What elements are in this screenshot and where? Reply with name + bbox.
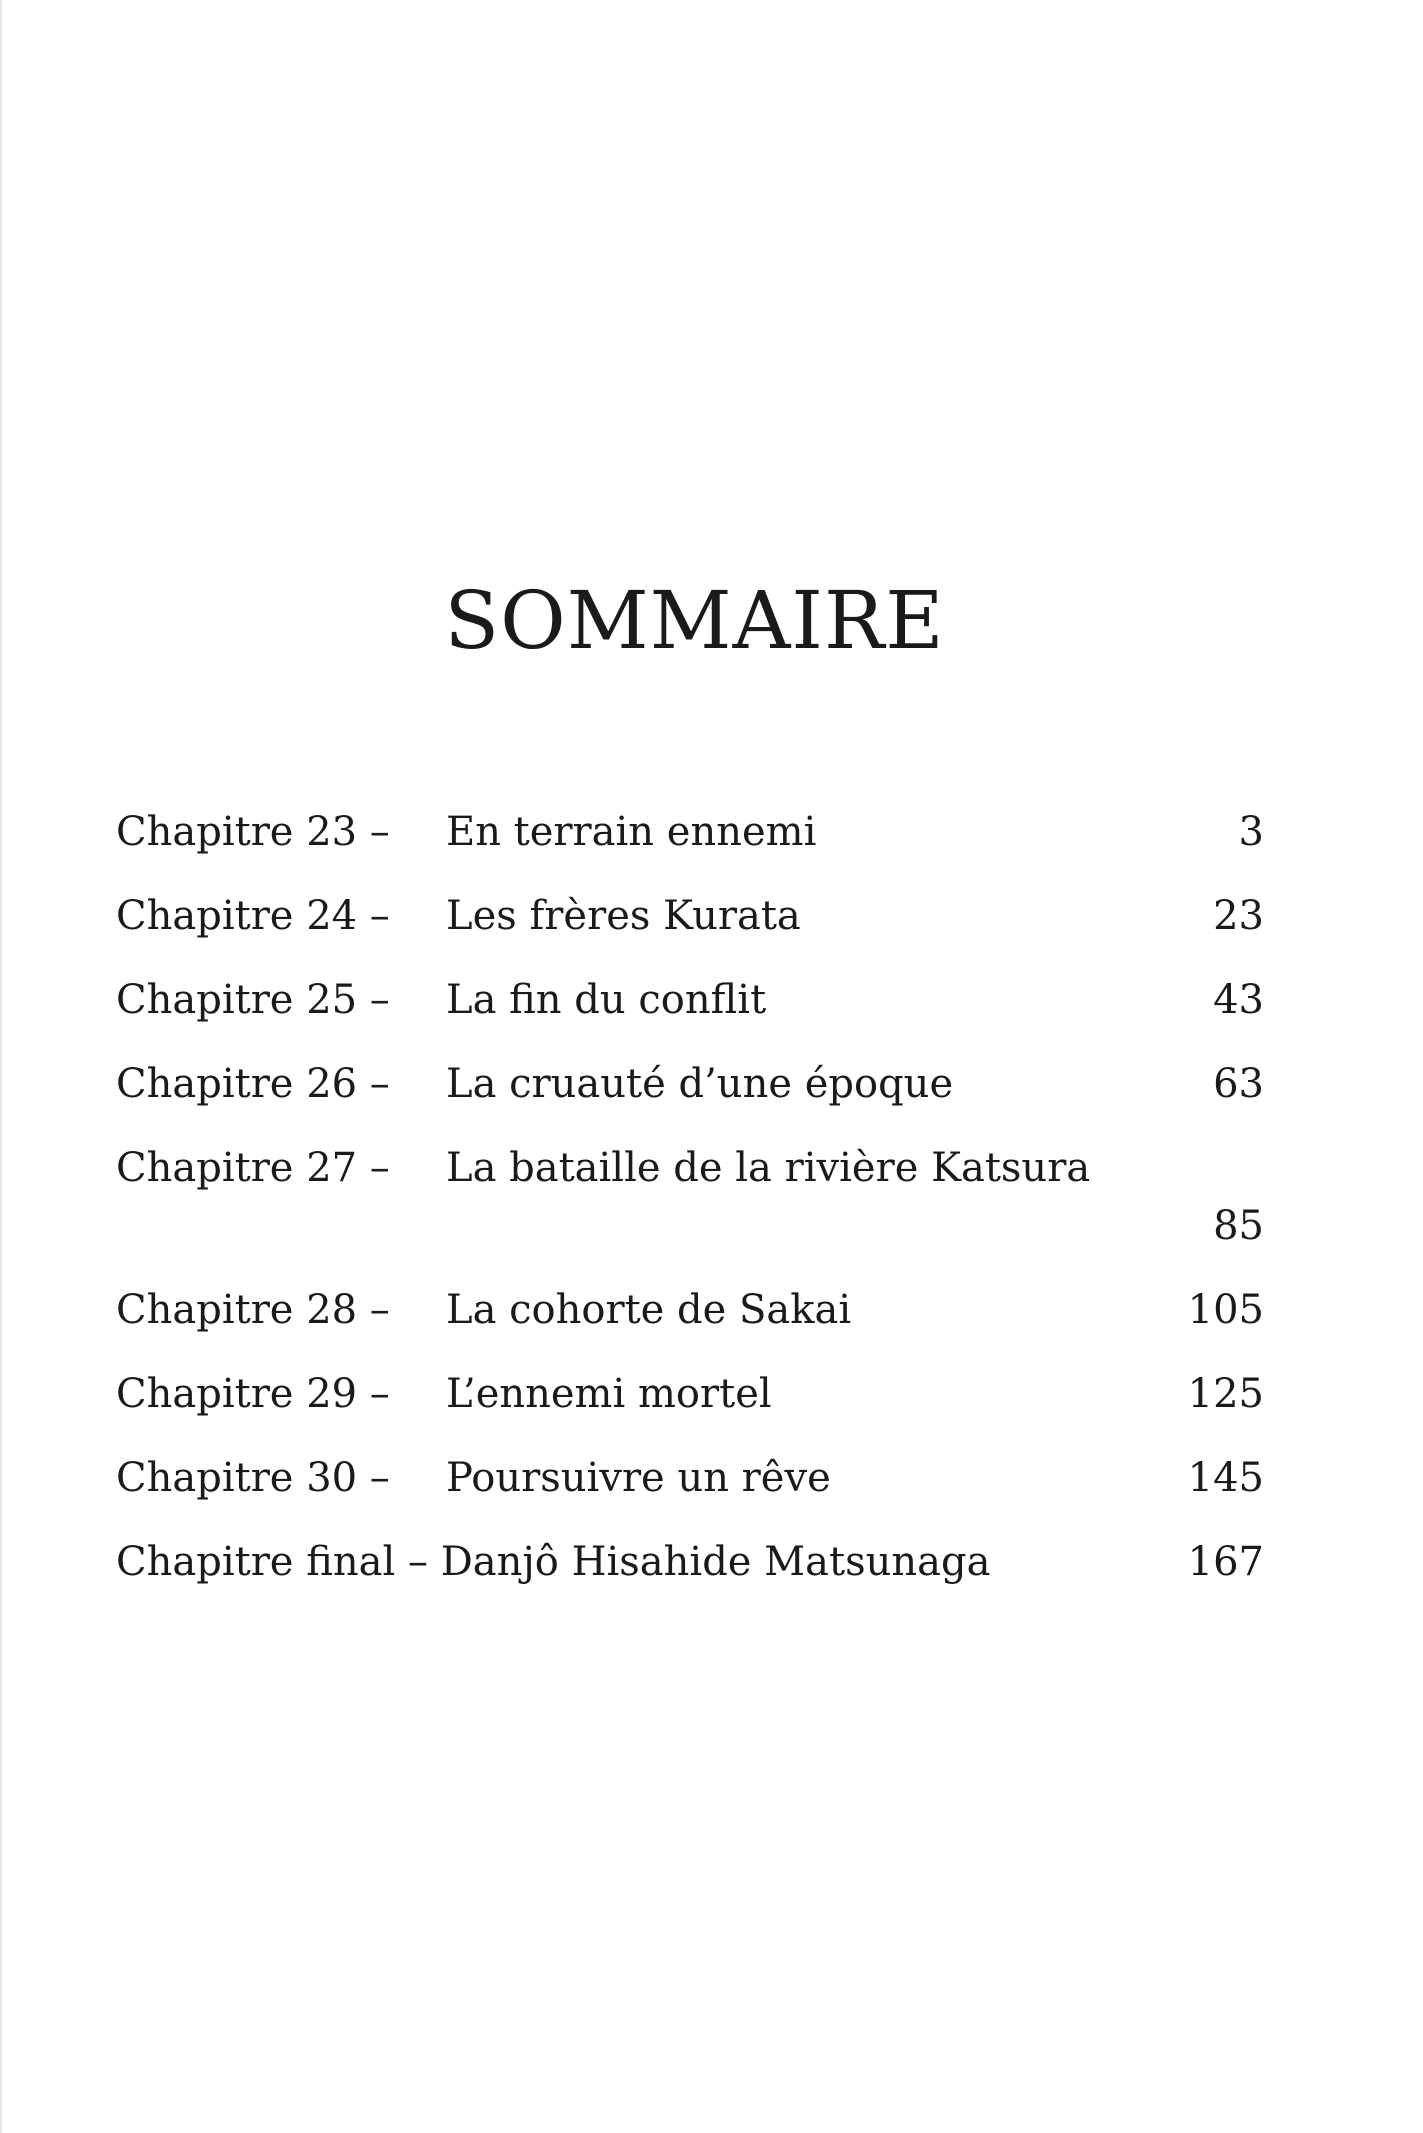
chapter-title: Poursuivre un rêve (446, 1455, 831, 1501)
toc-entry-chapter-30 (116, 1455, 1264, 1542)
page-number: 145 (1187, 1455, 1264, 1501)
toc-entry-chapter-final (116, 1539, 1264, 1626)
chapter-title: En terrain ennemi (446, 809, 817, 855)
page-number: 43 (1213, 977, 1264, 1023)
chapter-title: La cruauté d’une époque (446, 1061, 954, 1107)
toc-entry-chapter-27 (116, 1145, 1264, 1290)
chapter-title: L’ennemi mortel (446, 1371, 772, 1417)
chapter-title: Les frères Kurata (446, 893, 801, 939)
chapter-label: Chapitre 23 – (116, 809, 390, 855)
page-edge (0, 0, 2, 2133)
page-number: 63 (1213, 1061, 1264, 1107)
chapter-label: Chapitre 26 – (116, 1061, 390, 1107)
chapter-label: Chapitre 25 – (116, 977, 390, 1023)
chapter-label: Chapitre final – Danjô Hisahide Matsunaga (116, 1539, 991, 1585)
page-number: 3 (1238, 809, 1264, 855)
page-number: 105 (1187, 1287, 1264, 1333)
page-number: 85 (1213, 1203, 1264, 1249)
table-of-contents (116, 809, 1264, 1626)
chapter-title: La bataille de la rivière Katsura (446, 1145, 1091, 1191)
toc-entry-chapter-29 (116, 1371, 1264, 1458)
toc-entry-chapter-24 (116, 893, 1264, 980)
chapter-title: La cohorte de Sakai (446, 1287, 852, 1333)
page-number: 23 (1213, 893, 1264, 939)
page-number: 167 (1187, 1539, 1264, 1585)
chapter-label: Chapitre 29 – (116, 1371, 390, 1417)
toc-entry-chapter-28 (116, 1287, 1264, 1374)
toc-entry-chapter-23 (116, 809, 1264, 896)
chapter-label: Chapitre 24 – (116, 893, 390, 939)
chapter-title: La fin du conflit (446, 977, 767, 1023)
chapter-label: Chapitre 28 – (116, 1287, 390, 1333)
chapter-label: Chapitre 30 – (116, 1455, 390, 1501)
toc-entry-chapter-26 (116, 1061, 1264, 1148)
page-number: 125 (1187, 1371, 1264, 1417)
toc-entry-chapter-25 (116, 977, 1264, 1064)
chapter-label: Chapitre 27 – (116, 1145, 390, 1191)
page-title: SOMMAIRE (444, 573, 945, 667)
